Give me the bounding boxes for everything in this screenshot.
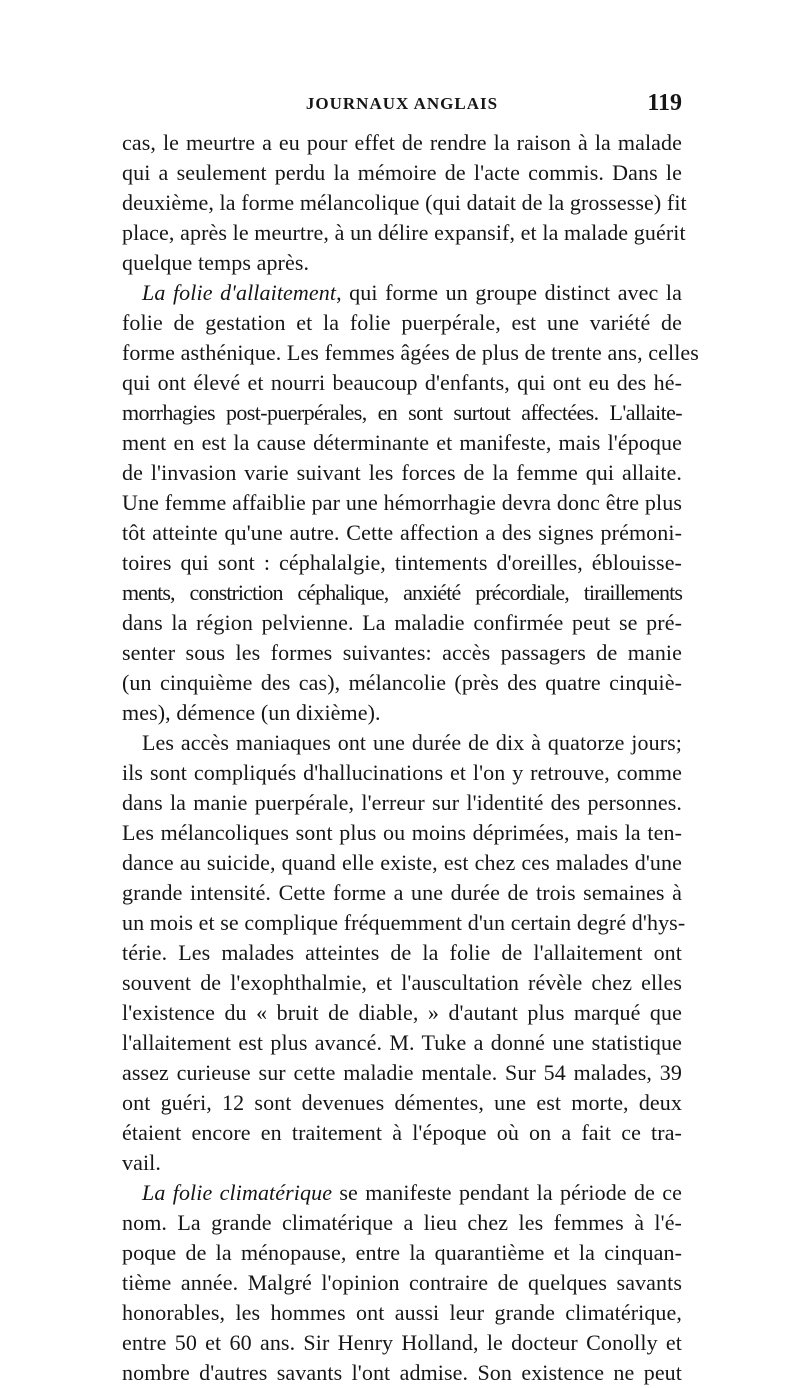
page-header (122, 90, 682, 124)
text-line (122, 1328, 682, 1358)
text-line (122, 1148, 682, 1178)
text-run: qui a seulement perdu la mémoire de l'acte commis. Dans le (122, 160, 682, 185)
text-line (122, 278, 682, 308)
text-run: honorables, les hommes ont aussi leur grande climatérique, (122, 1300, 682, 1325)
text-run: (un cinquième des cas), mélancolie (près des quatre cinquiè- (122, 670, 682, 695)
text-line (122, 668, 682, 698)
text-run: mes), démence (un dixième). (122, 700, 381, 725)
text-run: étaient encore en traitement à l'époque où on a fait ce tra- (122, 1120, 682, 1145)
text-line (122, 1088, 682, 1118)
running-title: JOURNAUX ANGLAIS (305, 94, 499, 113)
italic-term: La folie climatérique (142, 1180, 333, 1205)
text-line (122, 848, 682, 878)
text-line (122, 758, 682, 788)
text-line (122, 998, 682, 1028)
text-run: tième année. Malgré l'opinion contraire de quelques savants (122, 1270, 682, 1295)
text-line (122, 248, 682, 278)
text-run: toires qui sont : céphalalgie, tintements d'oreilles, éblouisse- (122, 550, 682, 575)
text-line (122, 458, 682, 488)
text-run: cas, le meurtre a eu pour effet de rendre la raison à la malade (122, 130, 682, 155)
text-line (122, 818, 682, 848)
text-line (122, 1028, 682, 1058)
text-line (122, 338, 699, 368)
text-run: térie. Les malades atteintes de la folie de l'allaitement ont (122, 940, 682, 965)
text-line (122, 638, 682, 668)
text-line (122, 368, 682, 398)
text-run: dans la région pelvienne. La maladie confirmée peut se pré- (122, 610, 682, 635)
text-run: souvent de l'exophthalmie, et l'auscultation révèle chez elles (122, 970, 682, 995)
text-run: Une femme affaiblie par une hémorrhagie devra donc être plus (122, 490, 682, 515)
text-run: ments, constriction céphalique, anxiété précordiale, tiraillements (122, 580, 682, 605)
text-run: morrhagies post-puerpérales, en sont surtout affectées. L'allaite- (122, 400, 682, 425)
text-run: nom. La grande climatérique a lieu chez les femmes à l'é- (122, 1210, 682, 1235)
text-run: , qui forme un groupe distinct avec la (336, 280, 682, 305)
text-line (122, 698, 682, 728)
text-run: ment en est la cause déterminante et manifeste, mais l'époque (122, 430, 682, 455)
text-run: de l'invasion varie suivant les forces de la femme qui allaite. (122, 460, 682, 485)
text-line (122, 1118, 682, 1148)
text-run: l'allaitement est plus avancé. M. Tuke a donné une statistique (122, 1030, 682, 1055)
text-line (122, 1208, 682, 1238)
text-line (122, 878, 682, 908)
text-line (122, 968, 682, 998)
text-line (122, 578, 682, 608)
text-line (122, 218, 686, 248)
text-line (122, 188, 687, 218)
text-run: Les accès maniaques ont une durée de dix à quatorze jours; (142, 730, 682, 755)
text-line (122, 308, 682, 338)
text-line (122, 938, 682, 968)
text-run: grande intensité. Cette forme a une durée de trois semaines à (122, 880, 682, 905)
text-line (122, 518, 682, 548)
text-line (122, 548, 682, 578)
text-run: l'existence du « bruit de diable, » d'autant plus marqué que (122, 1000, 682, 1025)
text-line (122, 1358, 682, 1388)
text-line (122, 128, 682, 158)
text-run: tôt atteinte qu'une autre. Cette affection a des signes prémoni- (122, 520, 682, 545)
text-run: entre 50 et 60 ans. Sir Henry Holland, le docteur Conolly et (122, 1330, 682, 1355)
italic-term: La folie d'allaitement (142, 280, 337, 305)
text-run: assez curieuse sur cette maladie mentale. Sur 54 malades, 39 (122, 1060, 682, 1085)
text-line (122, 1058, 682, 1088)
text-line (122, 1178, 682, 1208)
text-line (122, 1238, 682, 1268)
text-line (122, 158, 682, 188)
text-run: forme asthénique. Les femmes âgées de plus de trente ans, celles (122, 340, 699, 365)
text-run: vail. (122, 1150, 161, 1175)
body-text (122, 128, 699, 1388)
text-line (122, 398, 682, 428)
text-line (122, 488, 682, 518)
text-run: nombre d'autres savants l'ont admise. Son existence ne peut (122, 1360, 682, 1385)
text-line (122, 728, 682, 758)
text-line (122, 1298, 682, 1328)
text-run: poque de la ménopause, entre la quarantième et la cinquan- (122, 1240, 682, 1265)
text-run: dance au suicide, quand elle existe, est chez ces malades d'une (122, 850, 682, 875)
text-line (122, 1268, 682, 1298)
text-run: ils sont compliqués d'hallucinations et l'on y retrouve, comme (122, 760, 682, 785)
text-run: Les mélancoliques sont plus ou moins déprimées, mais la ten- (122, 820, 682, 845)
text-run: se manifeste pendant la période de ce (332, 1180, 682, 1205)
text-run: dans la manie puerpérale, l'erreur sur l'identité des personnes. (122, 790, 682, 815)
text-run: senter sous les formes suivantes: accès passagers de manie (122, 640, 682, 665)
text-run: folie de gestation et la folie puerpérale, est une variété de (122, 310, 682, 335)
text-run: place, après le meurtre, à un délire expansif, et la malade guérit (122, 220, 686, 245)
text-run: deuxième, la forme mélancolique (qui datait de la grossesse) fit (122, 190, 687, 215)
text-run: ont guéri, 12 sont devenues démentes, une est morte, deux (122, 1090, 682, 1115)
text-line (122, 788, 682, 818)
text-run: quelque temps après. (122, 250, 310, 275)
text-line (122, 428, 682, 458)
text-line (122, 608, 682, 638)
page-number: 119 (647, 90, 682, 116)
text-run: qui ont élevé et nourri beaucoup d'enfants, qui ont eu des hé- (122, 370, 682, 395)
text-run: un mois et se complique fréquemment d'un certain degré d'hys- (122, 910, 686, 935)
text-line (122, 908, 686, 938)
